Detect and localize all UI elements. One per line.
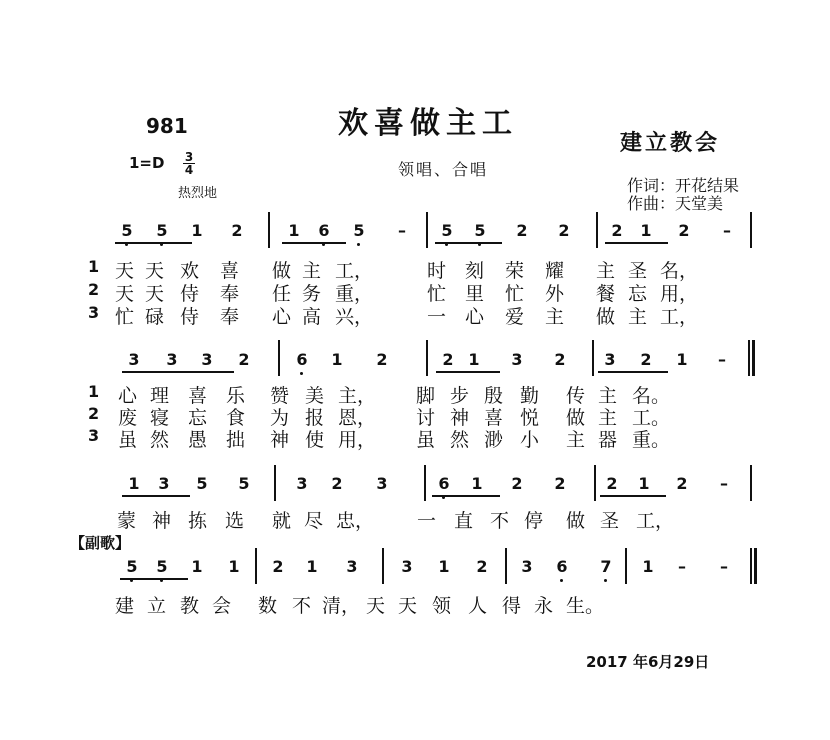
note: 2 xyxy=(331,474,343,493)
note: 3 xyxy=(128,350,140,369)
verse-number: 3 xyxy=(88,303,100,322)
lyric-syllable: 主 xyxy=(628,306,648,328)
lyric-syllable: 直 xyxy=(454,510,474,532)
lyric-syllable: 天 xyxy=(366,595,386,617)
lyric-syllable: 做 xyxy=(566,407,586,429)
note: 2 xyxy=(376,350,388,369)
note: 6 xyxy=(290,350,314,369)
eighth-beam xyxy=(436,371,500,373)
lyric-syllable: 心 xyxy=(118,385,138,407)
barline xyxy=(426,340,428,376)
lyric-syllable: 为 xyxy=(270,407,290,429)
note: 6 xyxy=(550,557,574,576)
lyric-syllable: 喜 xyxy=(484,407,504,429)
eighth-beam xyxy=(598,371,668,373)
note: 2 xyxy=(442,350,454,369)
lyricist-credit: 作词：开花结果 xyxy=(627,176,740,195)
lyric-syllable: 餐 xyxy=(596,283,616,305)
lyric-syllable: 愚 xyxy=(188,429,208,451)
lyric-syllable: 主 xyxy=(302,260,322,282)
lyric-syllable: 神 xyxy=(450,407,470,429)
note: 3 xyxy=(296,474,308,493)
lyric-syllable: 数 xyxy=(258,595,278,617)
note: 1 xyxy=(331,350,343,369)
lyric-syllable: 渺 xyxy=(484,429,504,451)
note: 1 xyxy=(228,557,240,576)
lyric-syllable: 主 xyxy=(596,260,616,282)
lyric-syllable: 圣 xyxy=(600,510,620,532)
lyric-syllable: 忙 xyxy=(427,283,447,305)
lyric-syllable: 忘 xyxy=(628,283,648,305)
eighth-beam xyxy=(282,242,346,244)
note: 6 xyxy=(312,221,336,240)
hymn-number: 981 xyxy=(146,114,188,138)
note: 2 xyxy=(678,221,690,240)
lyric-syllable: 传 xyxy=(566,385,586,407)
lyric-syllable: 天 xyxy=(115,260,135,282)
verse-number: 2 xyxy=(88,404,100,423)
note: 3 xyxy=(376,474,388,493)
note: 3 xyxy=(604,350,616,369)
lyric-syllable: 不 xyxy=(292,595,312,617)
lyric-syllable: 喜 xyxy=(188,385,208,407)
note: 5 xyxy=(347,221,371,240)
note: 1 xyxy=(676,350,688,369)
barline xyxy=(274,465,276,501)
lyric-syllable: 高 xyxy=(302,306,322,328)
lyric-syllable: 忙 xyxy=(505,283,525,305)
lyric-syllable: 虽 xyxy=(118,429,138,451)
lyric-syllable: 小 xyxy=(520,429,540,451)
lyric-syllable: 工， xyxy=(660,306,699,328)
eighth-beam xyxy=(120,578,188,580)
note: 3 xyxy=(158,474,170,493)
note: 6 xyxy=(432,474,456,493)
octave-dot-below xyxy=(560,579,563,582)
lyric-syllable: 忠， xyxy=(336,510,375,532)
lyric-syllable: 工。 xyxy=(632,407,671,429)
note: – xyxy=(720,474,728,493)
lyric-syllable: 耀 xyxy=(545,260,565,282)
note: – xyxy=(718,350,726,369)
lyric-syllable: 勤 xyxy=(520,385,540,407)
lyric-syllable: 侍 xyxy=(180,283,200,305)
lyric-syllable: 工， xyxy=(335,260,374,282)
lyric-syllable: 重。 xyxy=(632,429,671,451)
lyric-syllable: 奉 xyxy=(220,283,240,305)
time-signature xyxy=(182,151,196,176)
lyric-syllable: 碌 xyxy=(145,306,165,328)
note: 1 xyxy=(191,221,203,240)
octave-dot-below xyxy=(357,243,360,246)
lyric-syllable: 主 xyxy=(545,306,565,328)
lyric-syllable: 赞 xyxy=(270,385,290,407)
note: 5 xyxy=(150,221,174,240)
note: 5 xyxy=(435,221,459,240)
note: 2 xyxy=(611,221,623,240)
lyric-syllable: 主 xyxy=(598,385,618,407)
barline xyxy=(426,212,428,248)
time-denominator: 4 xyxy=(184,163,194,177)
lyric-syllable: 主 xyxy=(598,407,618,429)
barline xyxy=(278,340,280,376)
tempo-marking: 热烈地 xyxy=(178,186,218,201)
lyric-syllable: 不 xyxy=(490,510,510,532)
note: 1 xyxy=(128,474,140,493)
lyric-syllable: 神 xyxy=(152,510,172,532)
lyric-syllable: 荣 xyxy=(505,260,525,282)
lyric-syllable: 废 xyxy=(118,407,138,429)
note: 2 xyxy=(516,221,528,240)
lyric-syllable: 主， xyxy=(338,385,377,407)
lyric-syllable: 教 xyxy=(180,595,200,617)
barline xyxy=(268,212,270,248)
lyric-syllable: 喜 xyxy=(220,260,240,282)
lyric-syllable: 殷 xyxy=(484,385,504,407)
lyric-syllable: 忙 xyxy=(115,306,135,328)
lyric-syllable: 奉 xyxy=(220,306,240,328)
barline xyxy=(750,548,752,584)
note: 1 xyxy=(438,557,450,576)
lyric-syllable: 停 xyxy=(524,510,544,532)
barline xyxy=(750,212,752,248)
lyric-syllable: 永 xyxy=(534,595,554,617)
note: 7 xyxy=(594,557,618,576)
lyric-syllable: 天 xyxy=(145,283,165,305)
note: 1 xyxy=(306,557,318,576)
lyric-syllable: 得 xyxy=(502,595,522,617)
eighth-beam xyxy=(435,242,502,244)
lyric-syllable: 尽 xyxy=(304,510,324,532)
lyric-syllable: 兴， xyxy=(335,306,374,328)
note: 2 xyxy=(476,557,488,576)
lyric-syllable: 心 xyxy=(465,306,485,328)
lyric-syllable: 美 xyxy=(305,385,325,407)
note: – xyxy=(398,221,406,240)
lyric-syllable: 外 xyxy=(545,283,565,305)
note: 2 xyxy=(606,474,618,493)
lyric-syllable: 会 xyxy=(212,595,232,617)
barline xyxy=(594,465,596,501)
hymn-title: 欢喜做主工 xyxy=(338,106,518,141)
lyric-syllable: 做 xyxy=(566,510,586,532)
composer-credit: 作曲：天堂美 xyxy=(627,194,724,213)
final-barline xyxy=(752,340,755,376)
lyric-syllable: 寝 xyxy=(150,407,170,429)
verse-number: 2 xyxy=(88,280,100,299)
lyric-syllable: 圣 xyxy=(628,260,648,282)
lyric-syllable: 悦 xyxy=(520,407,540,429)
note: 1 xyxy=(191,557,203,576)
note: 2 xyxy=(558,221,570,240)
lyric-syllable: 侍 xyxy=(180,306,200,328)
lyric-syllable: 天 xyxy=(398,595,418,617)
note: 3 xyxy=(511,350,523,369)
lyric-syllable: 人 xyxy=(468,595,488,617)
lyric-syllable: 蒙 xyxy=(117,510,137,532)
note: 2 xyxy=(231,221,243,240)
lyric-syllable: 然 xyxy=(150,429,170,451)
key-signature: 1=D xyxy=(129,154,165,172)
note: 5 xyxy=(238,474,250,493)
lyric-syllable: 里 xyxy=(465,283,485,305)
note: – xyxy=(723,221,731,240)
lyric-syllable: 时 xyxy=(427,260,447,282)
lyric-syllable: 心 xyxy=(272,306,292,328)
lyric-syllable: 脚 xyxy=(416,385,436,407)
note: 5 xyxy=(196,474,208,493)
date-stamp: 2017 年6月29日 xyxy=(586,653,710,671)
note: – xyxy=(720,557,728,576)
note: 1 xyxy=(642,557,654,576)
lyric-syllable: 做 xyxy=(272,260,292,282)
performance-note: 领唱、合唱 xyxy=(398,160,489,179)
note: 2 xyxy=(676,474,688,493)
lyric-syllable: 重， xyxy=(335,283,374,305)
lyric-syllable: 虽 xyxy=(416,429,436,451)
note: 5 xyxy=(115,221,139,240)
barline xyxy=(748,340,750,376)
note: 2 xyxy=(238,350,250,369)
lyric-syllable: 食 xyxy=(226,407,246,429)
note: 2 xyxy=(640,350,652,369)
verse-number: 3 xyxy=(88,426,100,445)
note: 1 xyxy=(468,350,480,369)
lyric-syllable: 神 xyxy=(270,429,290,451)
lyric-syllable: 拣 xyxy=(188,510,208,532)
barline xyxy=(596,212,598,248)
lyric-syllable: 恩， xyxy=(338,407,377,429)
lyric-syllable: 任 xyxy=(272,283,292,305)
note: 3 xyxy=(521,557,533,576)
lyric-syllable: 乐 xyxy=(226,385,246,407)
note: 1 xyxy=(288,221,300,240)
note: 5 xyxy=(120,557,144,576)
church-name: 建立教会 xyxy=(620,131,721,156)
note: 3 xyxy=(346,557,358,576)
lyric-syllable: 报 xyxy=(305,407,325,429)
chorus-label: 【副歌】 xyxy=(70,534,131,552)
lyric-syllable: 用， xyxy=(660,283,699,305)
final-barline xyxy=(754,548,757,584)
lyric-syllable: 欢 xyxy=(180,260,200,282)
time-numerator: 3 xyxy=(184,150,194,164)
lyric-syllable: 刻 xyxy=(465,260,485,282)
lyric-syllable: 名， xyxy=(660,260,699,282)
lyric-syllable: 领 xyxy=(432,595,452,617)
lyric-syllable: 步 xyxy=(450,385,470,407)
note: 5 xyxy=(150,557,174,576)
note: 2 xyxy=(554,350,566,369)
note: 5 xyxy=(468,221,492,240)
lyric-syllable: 使 xyxy=(305,429,325,451)
lyric-syllable: 主 xyxy=(566,429,586,451)
lyric-syllable: 生。 xyxy=(566,595,605,617)
lyric-syllable: 建 xyxy=(115,595,135,617)
eighth-beam xyxy=(432,495,500,497)
lyric-syllable: 忘 xyxy=(188,407,208,429)
barline xyxy=(750,465,752,501)
note: 1 xyxy=(638,474,650,493)
note: – xyxy=(678,557,686,576)
lyric-syllable: 一 xyxy=(427,306,447,328)
lyric-syllable: 然 xyxy=(450,429,470,451)
note: 3 xyxy=(201,350,213,369)
lyric-syllable: 理 xyxy=(150,385,170,407)
lyric-syllable: 拙 xyxy=(226,429,246,451)
lyric-syllable: 用， xyxy=(338,429,377,451)
eighth-beam xyxy=(115,242,192,244)
lyric-syllable: 讨 xyxy=(416,407,436,429)
note: 1 xyxy=(640,221,652,240)
lyric-syllable: 器 xyxy=(598,429,618,451)
verse-number: 1 xyxy=(88,382,100,401)
octave-dot-below xyxy=(300,372,303,375)
eighth-beam xyxy=(122,371,234,373)
lyric-syllable: 天 xyxy=(145,260,165,282)
barline xyxy=(625,548,627,584)
eighth-beam xyxy=(122,495,190,497)
note: 2 xyxy=(511,474,523,493)
note: 2 xyxy=(554,474,566,493)
note: 3 xyxy=(166,350,178,369)
lyric-syllable: 爱 xyxy=(505,306,525,328)
note: 2 xyxy=(272,557,284,576)
octave-dot-below xyxy=(604,579,607,582)
lyric-syllable: 立 xyxy=(147,595,167,617)
lyric-syllable: 天 xyxy=(115,283,135,305)
lyric-syllable: 选 xyxy=(225,510,245,532)
eighth-beam xyxy=(600,495,666,497)
lyric-syllable: 名。 xyxy=(632,385,671,407)
barline xyxy=(505,548,507,584)
lyric-syllable: 工， xyxy=(636,510,675,532)
lyric-syllable: 就 xyxy=(272,510,292,532)
barline xyxy=(592,340,594,376)
note: 1 xyxy=(471,474,483,493)
note: 3 xyxy=(401,557,413,576)
lyric-syllable: 一 xyxy=(417,510,437,532)
lyric-syllable: 务 xyxy=(302,283,322,305)
barline xyxy=(382,548,384,584)
verse-number: 1 xyxy=(88,257,100,276)
barline xyxy=(424,465,426,501)
lyric-syllable: 做 xyxy=(596,306,616,328)
barline xyxy=(255,548,257,584)
eighth-beam xyxy=(605,242,668,244)
lyric-syllable: 清， xyxy=(322,595,361,617)
